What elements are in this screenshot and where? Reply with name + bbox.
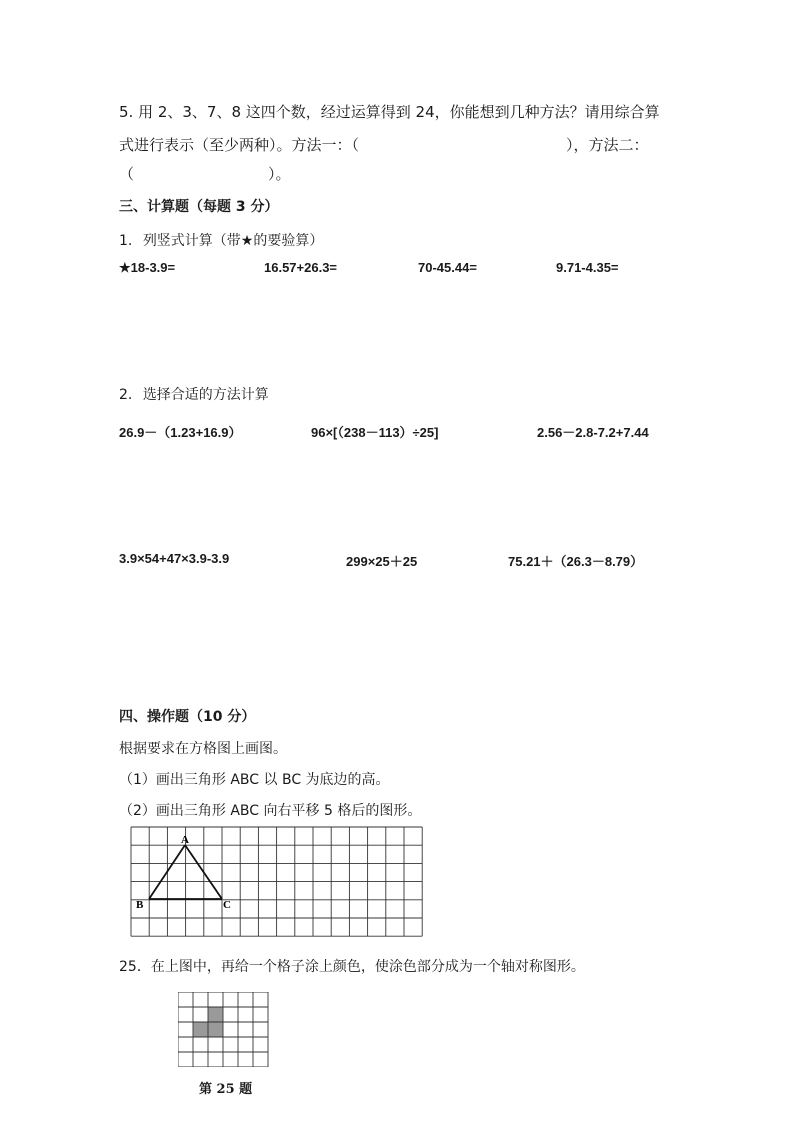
grid-lines	[131, 827, 422, 936]
sub1-label: 列竖式计算（带★的要验算）	[142, 233, 324, 249]
calc-expr-3: 2.56－2.8-7.2+7.44	[537, 425, 649, 440]
sub2-number: 2.	[119, 387, 133, 403]
calc-expr-4: 3.9×54+47×3.9-3.9	[119, 551, 230, 566]
section4-task1: （1）画出三角形 ABC 以 BC 为底边的高。	[119, 772, 390, 788]
calc-expr-5: 299×25＋25	[346, 554, 418, 569]
vertical-expr-1: ★18-3.9=	[119, 260, 176, 275]
triangle-grid[interactable]	[126, 826, 428, 940]
vertical-expr-2: 16.57+26.3=	[264, 260, 338, 275]
q5-line3-open: （	[119, 165, 135, 183]
vertex-label-b: B	[136, 899, 144, 911]
section3-sub2	[119, 384, 269, 404]
shaded-cell[interactable]	[208, 1007, 223, 1022]
figure-caption: 第 25 题	[199, 1082, 253, 1097]
shaded-cell[interactable]	[208, 1022, 223, 1037]
section4-title: 四、操作题（10 分）	[119, 709, 256, 725]
symmetry-grid[interactable]	[178, 992, 272, 1067]
q25-text: 25．在上图中，再给一个格子涂上颜色，使涂色部分成为一个轴对称图形。	[119, 959, 585, 975]
q5-line2-end: ），方法二：	[566, 136, 649, 154]
section4-intro: 根据要求在方格图上画图。	[119, 741, 287, 757]
vertical-expr-4: 9.71-4.35=	[556, 260, 619, 275]
calc-expr-2: 96×[（238－113）÷25]	[311, 425, 439, 440]
shaded-cell[interactable]	[193, 1022, 208, 1037]
q5-line2-start: 式进行表示（至少两种）。方法一：（	[119, 136, 360, 154]
sub1-number: 1.	[119, 233, 133, 249]
method2-blank[interactable]	[140, 163, 265, 183]
section4-task2: （2）画出三角形 ABC 向右平移 5 格后的图形。	[119, 803, 422, 819]
method1-blank[interactable]	[400, 134, 558, 154]
calc-expr-1: 26.9－（1.23+16.9）	[119, 425, 242, 440]
calc-expr-6: 75.21＋（26.3－8.79）	[508, 554, 644, 569]
q5-line1: 5. 用 2、3、7、8 这四个数，经过运算得到 24，你能想到几种方法？请用综合算	[119, 103, 660, 121]
grid-lines	[178, 992, 268, 1067]
vertex-label-c: C	[223, 899, 231, 911]
vertical-expr-3: 70-45.44=	[418, 260, 477, 275]
vertex-label-a: A	[181, 834, 189, 846]
section3-sub1	[119, 230, 323, 250]
section3-title: 三、计算题（每题 3 分）	[119, 199, 279, 215]
q5-line3-close: ）。	[268, 165, 291, 183]
sub2-label: 选择合适的方法计算	[142, 387, 269, 403]
